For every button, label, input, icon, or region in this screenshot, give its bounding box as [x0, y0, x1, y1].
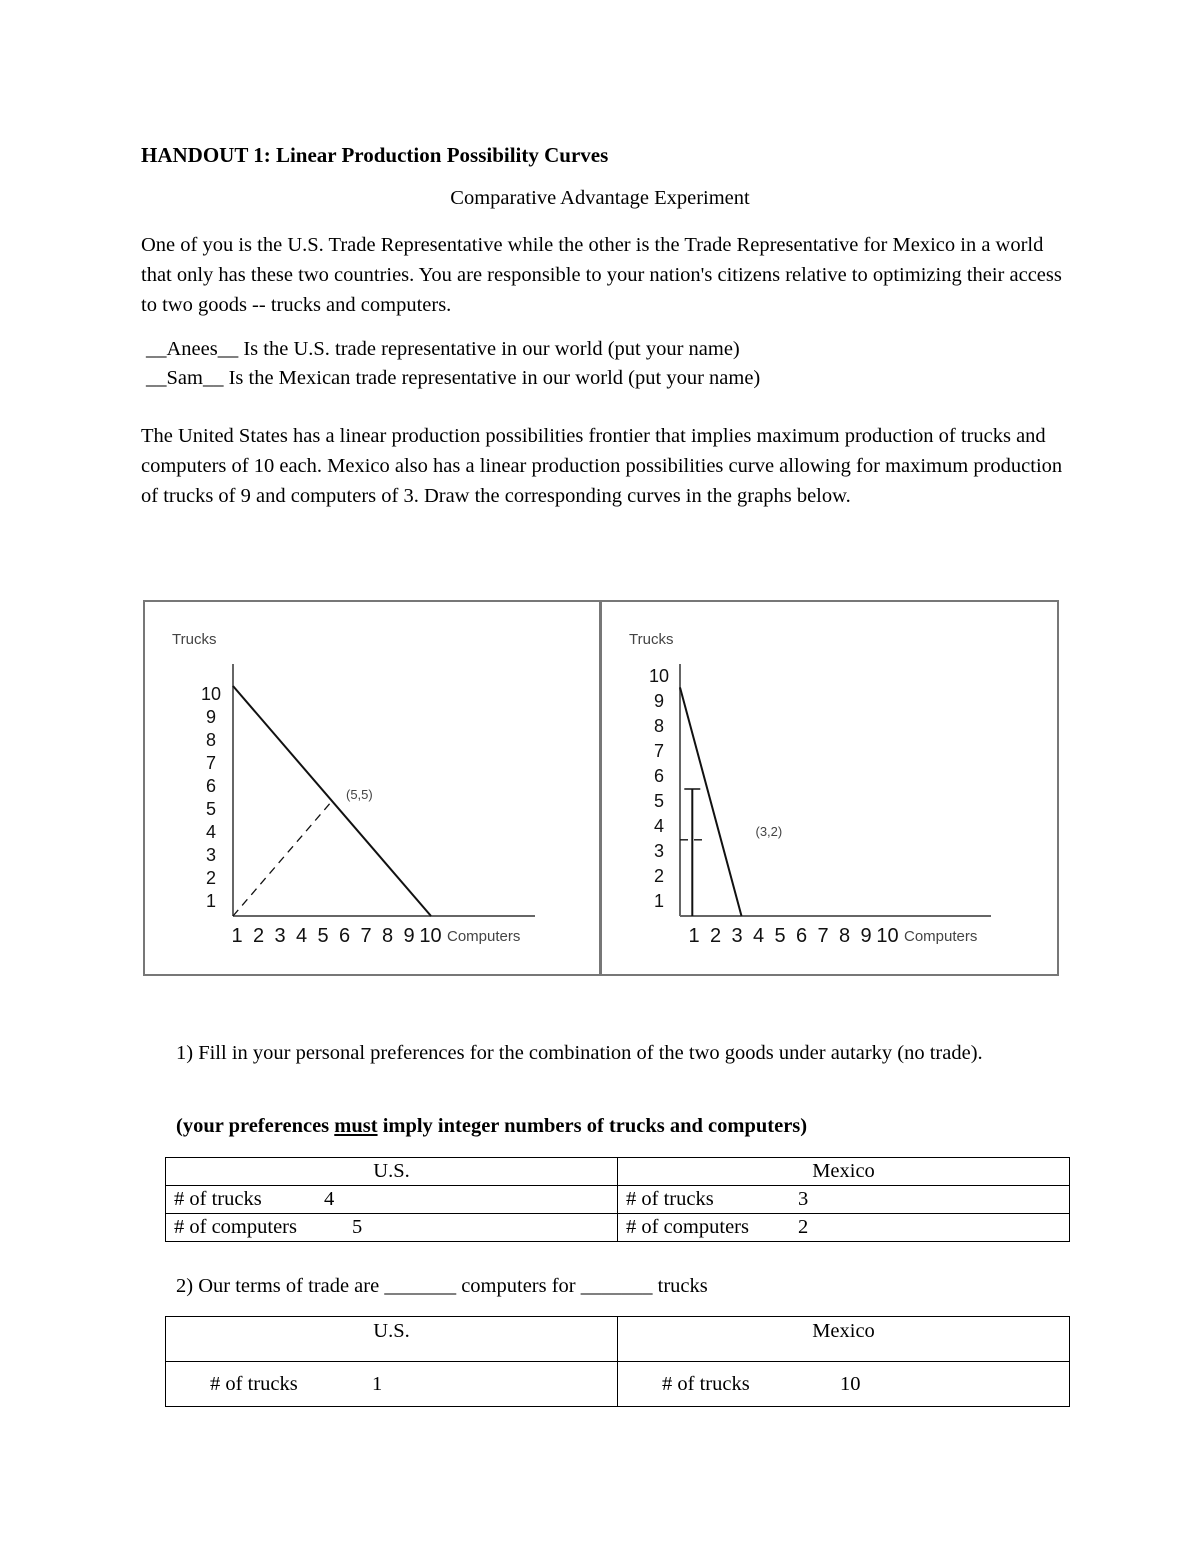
autarky-table — [165, 1157, 1070, 1242]
y-tick-label: 7 — [205, 753, 217, 773]
y-tick-label: 4 — [653, 816, 665, 836]
note-pre: (your preferences — [176, 1115, 335, 1137]
us-trucks-cell — [166, 1362, 618, 1407]
y-tick-label: 7 — [653, 741, 665, 761]
x-tick-label: 8 — [838, 925, 851, 947]
us-representative-line: __Anees__ Is the U.S. trade representative in our world (put your name) — [146, 338, 740, 360]
y-tick-label: 3 — [653, 841, 665, 861]
us-header: U.S. — [166, 1158, 618, 1186]
y-tick-label: 10 — [200, 684, 222, 704]
mx-computers-value: 2 — [798, 1216, 809, 1238]
x-tick-label: 10 — [876, 925, 899, 947]
y-tick-label: 6 — [205, 776, 217, 796]
x-tick-label: 9 — [860, 925, 872, 947]
y-tick-label: 8 — [205, 730, 217, 750]
series-line-guide — [233, 801, 332, 916]
us-header: U.S. — [166, 1317, 618, 1362]
y-tick-label: 6 — [653, 766, 665, 786]
page-subtitle: Comparative Advantage Experiment — [450, 187, 750, 209]
terms-of-trade-table — [165, 1316, 1070, 1407]
question-1: 1) Fill in your personal preferences for the combination of the two goods under autarky (no trade). — [176, 1042, 983, 1064]
y-tick-label: 2 — [653, 866, 665, 886]
y-tick-label: 2 — [205, 868, 217, 888]
x-axis-label: Computers — [904, 928, 978, 945]
x-tick-label: 5 — [774, 925, 786, 947]
page-title: HANDOUT 1: Linear Production Possibility Curves — [141, 143, 609, 167]
us-trucks-label: # of trucks — [174, 1188, 262, 1210]
us-trucks-value: 1 — [372, 1372, 383, 1395]
point-annotation: (3,2) — [755, 823, 783, 839]
series-line-ppf — [680, 687, 742, 916]
table-header-row — [166, 1317, 1070, 1362]
x-axis-label: Computers — [447, 928, 521, 945]
description-paragraph: The United States has a linear production possibilities frontier that implies maximum production of trucks and computers of 10 each. Mexico also has a linear production possibilities curve allowing for maximum production of trucks of 9 and computers of 3. Draw the corresponding curves in the graphs below. — [141, 425, 1063, 507]
note-post: imply integer numbers of trucks and computers) — [377, 1115, 808, 1137]
y-tick-label: 5 — [653, 791, 665, 811]
mexico-ppf-chart — [602, 602, 1057, 974]
us-trucks-value: 4 — [324, 1188, 335, 1210]
x-tick-label: 4 — [752, 925, 765, 947]
mx-trucks-label: # of trucks — [662, 1372, 750, 1395]
question-1-note — [176, 1111, 807, 1141]
x-tick-label: 2 — [252, 925, 265, 947]
x-tick-label: 9 — [403, 925, 415, 947]
us-ppf-graph — [143, 600, 601, 976]
y-tick-label: 5 — [205, 799, 217, 819]
mx-trucks-cell — [618, 1186, 1070, 1214]
x-tick-label: 5 — [317, 925, 329, 947]
x-tick-label: 4 — [295, 925, 308, 947]
table-row — [166, 1362, 1070, 1407]
x-tick-label: 6 — [338, 925, 351, 947]
us-trucks-label: # of trucks — [210, 1372, 298, 1395]
intro-paragraph: One of you is the U.S. Trade Representative while the other is the Trade Representative for Mexico in a world that only has these two countries. You are responsible to your nation's citizens relative to optimizing their access to two goods -- trucks and computers. — [141, 234, 1062, 316]
us-computers-cell — [166, 1214, 618, 1242]
y-tick-label: 8 — [653, 716, 665, 736]
y-tick-label: 3 — [205, 845, 217, 865]
mx-trucks-cell — [618, 1362, 1070, 1407]
x-tick-label: 7 — [817, 925, 829, 947]
x-tick-label: 1 — [688, 925, 700, 947]
y-tick-label: 1 — [653, 891, 665, 911]
x-tick-label: 8 — [381, 925, 394, 947]
y-tick-label: 9 — [205, 707, 217, 727]
y-axis-label: Trucks — [172, 631, 217, 648]
y-axis-label: Trucks — [629, 631, 674, 648]
y-tick-label: 10 — [648, 666, 670, 686]
x-tick-label: 7 — [360, 925, 372, 947]
us-computers-value: 5 — [352, 1216, 363, 1238]
us-trucks-cell — [166, 1186, 618, 1214]
x-tick-label: 6 — [795, 925, 808, 947]
table-header-row — [166, 1158, 1070, 1186]
mexico-header: Mexico — [618, 1317, 1070, 1362]
point-annotation: (5,5) — [346, 787, 373, 802]
mexico-header: Mexico — [618, 1158, 1070, 1186]
mx-computers-label: # of computers — [626, 1216, 749, 1238]
note-must: must — [334, 1115, 378, 1137]
question-2: 2) Our terms of trade are _______ computers for _______ trucks — [176, 1275, 708, 1297]
mx-computers-cell — [618, 1214, 1070, 1242]
x-tick-label: 1 — [231, 925, 243, 947]
mexico-ppf-graph — [600, 600, 1059, 976]
table-row — [166, 1214, 1070, 1242]
us-ppf-chart — [145, 602, 599, 974]
mexico-representative-line: __Sam__ Is the Mexican trade representative in our world (put your name) — [146, 367, 761, 389]
x-tick-label: 3 — [274, 925, 286, 947]
us-computers-label: # of computers — [174, 1216, 297, 1238]
mx-trucks-value: 10 — [840, 1372, 861, 1395]
table-row — [166, 1186, 1070, 1214]
x-tick-label: 2 — [709, 925, 722, 947]
x-tick-label: 3 — [731, 925, 743, 947]
y-tick-label: 4 — [205, 822, 217, 842]
mx-trucks-label: # of trucks — [626, 1188, 714, 1210]
y-tick-label: 9 — [653, 691, 665, 711]
y-tick-label: 1 — [205, 891, 217, 911]
x-tick-label: 10 — [419, 925, 442, 947]
mx-trucks-value: 3 — [798, 1188, 809, 1210]
